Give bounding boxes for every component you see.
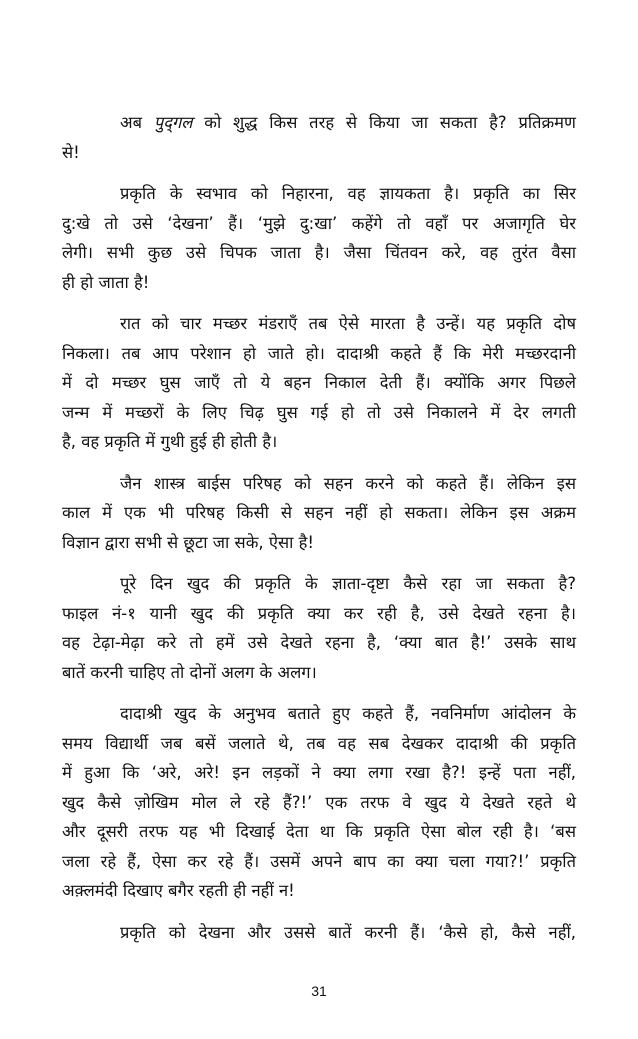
paragraph-7 xyxy=(62,918,576,948)
paragraph-2-line-2: दु:खे तो उसे ‘देखना’ हैं। ‘मुझे दु:खा’ कहेंगे तो वहाँ पर अजागृति घेर xyxy=(62,213,576,233)
page-number: 31 xyxy=(311,983,327,999)
paragraph-6-line-4: खुद कैसे ज़ोखिम मोल ले रहे हैं?!’ एक तरफ वे खुद ये देखते रहते थे xyxy=(62,792,576,812)
paragraph-4-line-2: काल में एक भी परिषह किसी से सहन नहीं हो सकता। लेकिन इस अक्रम xyxy=(62,503,576,522)
paragraph-4-line-1: जैन शास्त्र बाईस परिषह को सहन करने को कहते हैं। लेकिन इस xyxy=(120,473,576,493)
paragraph-2-line-4: ही हो जाता है! xyxy=(62,272,150,292)
paragraph-1 xyxy=(62,108,576,167)
paragraph-7-line-1: प्रकृति को देखना और उससे बातें करनी हैं। ‘कैसे हो, कैसे नहीं, xyxy=(120,922,576,942)
body-text xyxy=(62,108,576,959)
paragraph-6-line-5: और दूसरी तरफ यह भी दिखाई देता था कि प्रकृति ऐसा बोल रही है। ‘बस xyxy=(62,822,576,841)
paragraph-2-line-1: प्रकृति के स्वभाव को निहारना, वह ज्ञायकता है। प्रकृति का सिर xyxy=(120,184,576,203)
paragraph-5 xyxy=(62,569,576,687)
paragraph-4 xyxy=(62,469,576,558)
paragraph-5-line-4: बातें करनी चाहिए तो दोनों अलग के अलग। xyxy=(62,662,317,682)
paragraph-3-line-1: रात को चार मच्छर मंडराएँ तब ऐसे मारता है उन्हें। यह प्रकृति दोष xyxy=(120,314,576,333)
paragraph-5-line-2: फाइल नं-१ यानी खुद की प्रकृति क्या कर रही है, उसे देखते रहना है। xyxy=(62,603,576,623)
paragraph-2 xyxy=(62,179,576,297)
paragraph-1-line-2: से! xyxy=(62,142,80,162)
paragraph-5-line-1: पूरे दिन खुद की प्रकृति के ज्ञाता-दृष्टा कैसे रहा जा सकता है? xyxy=(120,574,576,593)
paragraph-3-line-2: निकला। तब आप परेशान हो जाते हो। दादाश्री कहते हैं कि मेरी मच्छरदानी xyxy=(62,343,576,363)
paragraph-3-line-3: में दो मच्छर घुस जाएँ तो ये बहन निकाल देती हैं। क्योंकि अगर पिछले xyxy=(62,373,576,392)
paragraph-6-line-7: अक़्लमंदी दिखाए बगैर रहती ही नहीं न! xyxy=(62,881,295,900)
paragraph-6-line-6: जला रहे हैं, ऐसा कर रहे हैं। उसमें अपने बाप का क्या चला गया?!’ प्रकृति xyxy=(62,851,576,871)
italic-term: पुद्‌गल xyxy=(153,113,193,132)
paragraph-2-line-3: लेगी। सभी कुछ उसे चिपक जाता है। जैसा चिंतवन करे, वह तुरंत वैसा xyxy=(62,243,576,262)
paragraph-1-line-1 xyxy=(62,108,576,138)
paragraph-6-line-3: में हुआ कि ‘अरे, अरे! इन लड़कों ने क्या लगा रखा है?! इन्हें पता नहीं, xyxy=(62,763,576,782)
paragraph-6-line-2: समय विद्यार्थी जब बसें जलाते थे, तब वह सब देखकर दादाश्री की प्रकृति xyxy=(62,733,576,753)
paragraph-6 xyxy=(62,699,576,906)
text-segment: को शुद्ध किस तरह से किया जा सकता है? प्रतिक्रमण xyxy=(192,113,576,132)
paragraph-3-line-4: जन्म में मच्छरों के लिए चिढ़ घुस गई हो तो उसे निकालने में देर लगती xyxy=(62,402,576,422)
paragraph-5-line-3: वह टेढ़ा-मेढ़ा करे तो हमें उसे देखते रहना है, ‘क्या बात है!’ उसके साथ xyxy=(62,633,576,652)
paragraph-3 xyxy=(62,309,576,457)
paragraph-3-line-5: है, वह प्रकृति में गुथी हुई ही होती है। xyxy=(62,432,278,451)
text-segment: अब xyxy=(120,113,154,132)
paragraph-4-line-3: विज्ञान द्वारा सभी से छूटा जा सके, ऐसा है! xyxy=(62,532,315,552)
paragraph-6-line-1: दादाश्री खुद के अनुभव बताते हुए कहते हैं, नवनिर्माण आंदोलन के xyxy=(120,704,576,723)
